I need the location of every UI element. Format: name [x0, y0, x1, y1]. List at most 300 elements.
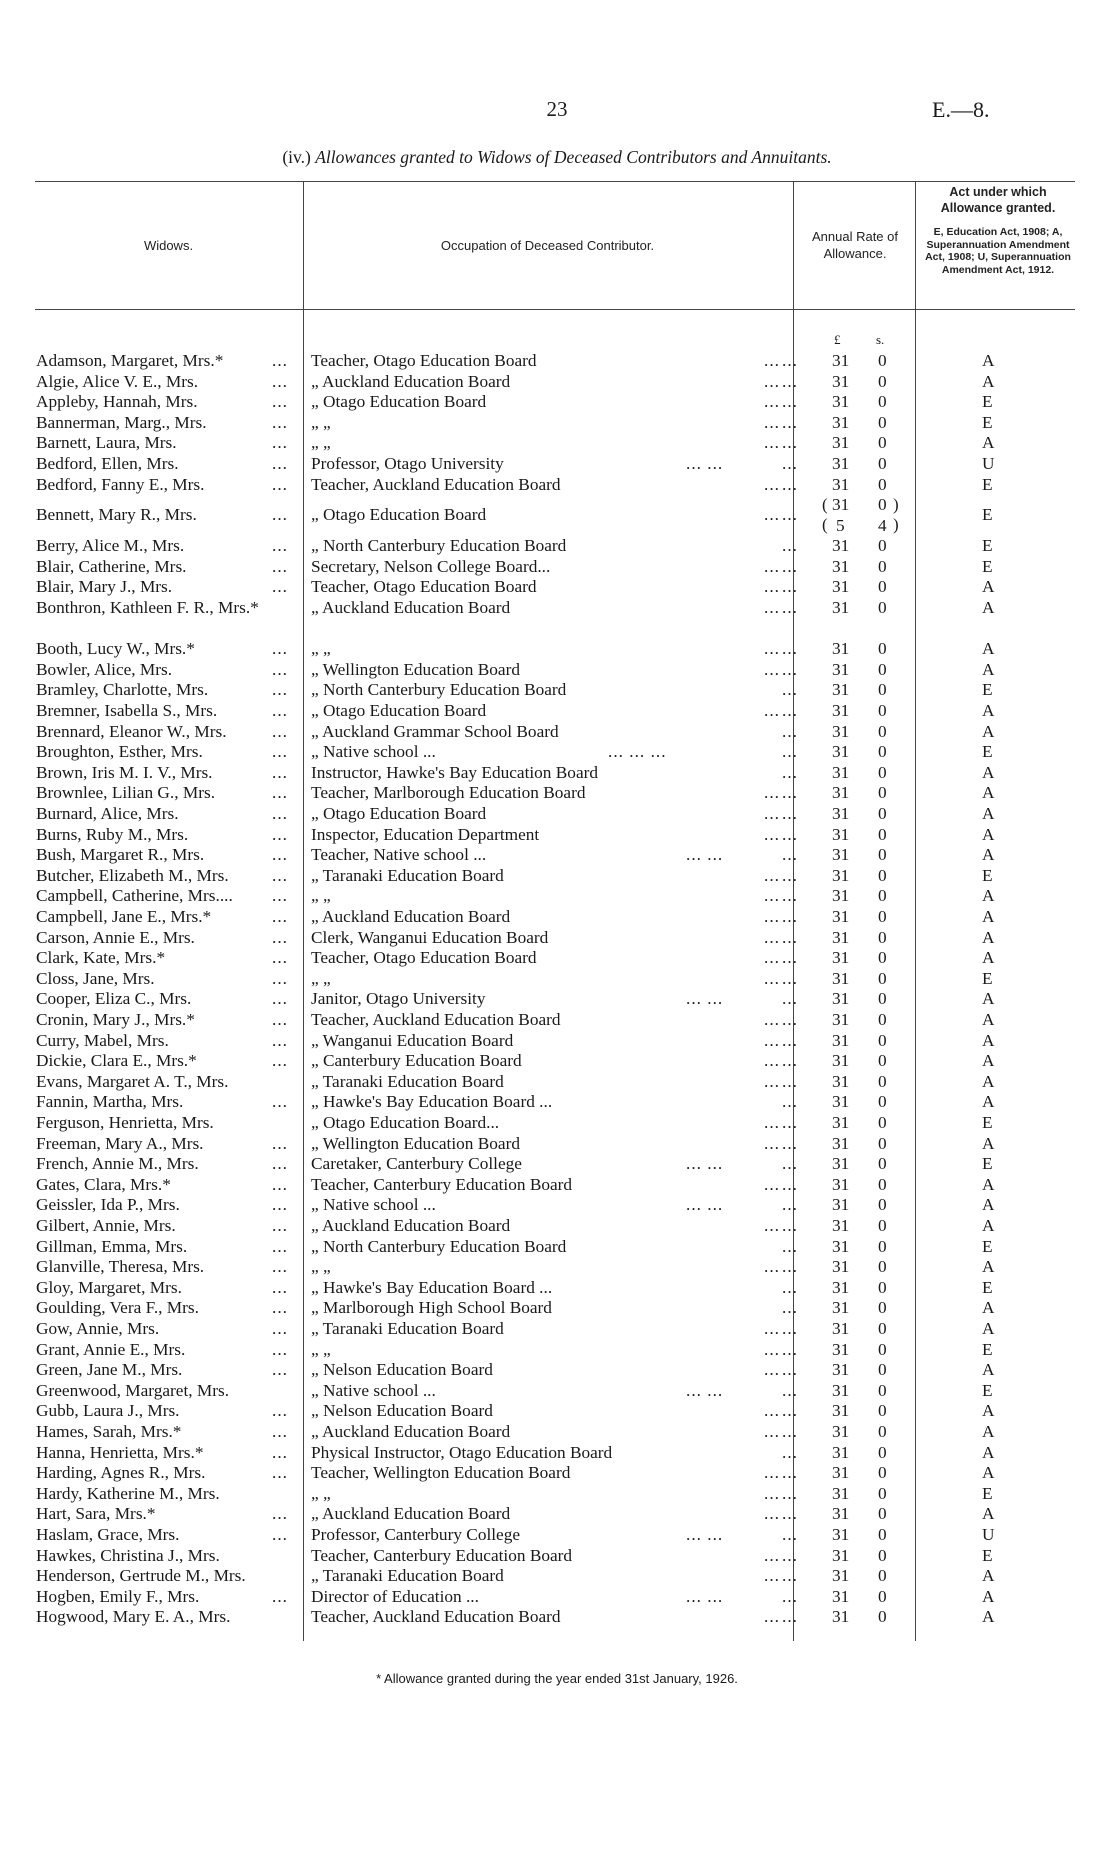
table-title-text: Allowances granted to Widows of Deceased Contributors and Annuitants.: [315, 147, 832, 167]
act-code: E: [982, 1483, 993, 1503]
rate-shillings: 0: [878, 1298, 887, 1318]
widow-name: Carson, Annie E., Mrs.: [36, 927, 195, 947]
leader-dots: ...: [272, 556, 288, 576]
widow-name: Broughton, Esther, Mrs.: [36, 742, 203, 762]
rate-pounds: 31: [832, 1236, 850, 1256]
rate-shillings: 0: [878, 1566, 887, 1586]
rate-pounds: 31: [832, 845, 850, 865]
leader-dots: ...: [782, 1504, 798, 1524]
leader-dots: ...: [782, 1586, 798, 1606]
rate-shillings: 0: [878, 1133, 887, 1153]
rate-shillings: 0: [878, 1463, 887, 1483]
rate-shillings: 0: [878, 536, 887, 556]
occupation: „ Nelson Education Board: [311, 1401, 493, 1421]
table-row: [0, 1443, 1114, 1464]
occupation: „ „: [311, 1257, 331, 1277]
leader-dots: ...: [272, 762, 288, 782]
leader-dots: ...: [764, 804, 780, 823]
rate-shillings: 0: [878, 1586, 887, 1606]
table-row: [0, 1504, 1114, 1525]
widow-name: Barnett, Laura, Mrs.: [36, 433, 177, 453]
occupation: Teacher, Wellington Education Board: [311, 1463, 571, 1483]
occupation: Professor, Otago University: [311, 454, 504, 473]
rate-pounds: 31: [832, 968, 850, 988]
widow-name: Hart, Sara, Mrs.*: [36, 1504, 156, 1524]
act-code: E: [982, 1236, 993, 1256]
table-row: [0, 969, 1114, 990]
table-row: [0, 433, 1114, 454]
leader-dots: ...: [272, 1442, 288, 1462]
leader-dots: ...: [272, 845, 288, 865]
rate-pounds: 31: [832, 495, 850, 515]
rate-shillings: 0: [878, 1257, 887, 1277]
act-code: A: [982, 1092, 995, 1112]
footnote: * Allowance granted during the year ended 31st January, 1926.: [376, 1671, 738, 1686]
rate-pounds: 31: [832, 948, 850, 968]
act-code: A: [982, 907, 995, 926]
rate-shillings: 0: [878, 1380, 887, 1400]
rate-pounds: 31: [832, 454, 850, 473]
rate-pounds: 31: [832, 351, 850, 370]
leader-dots: ...: [272, 804, 288, 823]
rate-shillings: 0: [878, 701, 887, 720]
rate-shillings: 0: [878, 433, 887, 453]
leader-dots: ...: [272, 865, 288, 885]
rate-shillings: 0: [878, 721, 887, 741]
table-header-rule: [35, 309, 1075, 310]
rate-shillings: 0: [878, 742, 887, 762]
occupation: „ Native school ...: [311, 1195, 436, 1215]
leader-dots: ...: [272, 1030, 288, 1050]
act-code: A: [982, 1030, 995, 1050]
widow-name: Evans, Margaret A. T., Mrs.: [36, 1071, 229, 1091]
leader-dots: ...: [272, 1360, 288, 1380]
widow-name: Green, Jane M., Mrs.: [36, 1360, 183, 1380]
rate-pounds: 31: [832, 1442, 850, 1462]
rate-pounds: 31: [832, 412, 850, 432]
rate-shillings: 0: [878, 1422, 887, 1441]
widow-name: Bedford, Fanny E., Mrs.: [36, 474, 205, 494]
table-row: [0, 639, 1114, 660]
rate-shillings: 0: [878, 907, 887, 926]
table-row: [0, 1340, 1114, 1361]
leader-dots: ...: [764, 577, 780, 597]
occupation: „ Native school ...: [311, 742, 436, 762]
rate-pounds: 31: [832, 1174, 850, 1194]
leader-dots: ...: [782, 1174, 798, 1194]
rate-pounds: 31: [832, 701, 850, 720]
leader-dots: ...: [782, 989, 798, 1009]
rate-shillings: 0: [878, 474, 887, 494]
occupation: Clerk, Wanganui Education Board: [311, 927, 549, 947]
occupation: Instructor, Hawke's Bay Education Board: [311, 762, 599, 782]
occupation: Caretaker, Canterbury College: [311, 1154, 522, 1174]
act-code: E: [982, 680, 993, 700]
table-row: [0, 722, 1114, 743]
rate-shillings: 0: [878, 968, 887, 988]
leader-dots: ...: [782, 1463, 798, 1483]
table-row: [0, 1257, 1114, 1278]
leader-dots: ...: [764, 824, 780, 844]
rate-pounds: 31: [832, 536, 850, 556]
leader-dots: ...: [782, 680, 798, 700]
table-row: [0, 1092, 1114, 1113]
widow-name: Gubb, Laura J., Mrs.: [36, 1401, 180, 1421]
rate-pounds: 31: [832, 1380, 850, 1400]
rate-shillings: 0: [878, 1195, 887, 1215]
table-row: [0, 1010, 1114, 1031]
rate-pounds: 31: [832, 1010, 850, 1029]
table-row: [0, 1031, 1114, 1052]
rate-shillings: 0: [878, 1525, 887, 1544]
leader-dots: ...: [782, 1010, 798, 1029]
leader-dots: ...: [272, 505, 288, 525]
leader-dots: ...: [764, 1566, 780, 1586]
leader-dots: ...: [272, 1133, 288, 1153]
rate-pounds: 31: [832, 392, 850, 412]
leader-dots: ...: [764, 1030, 780, 1050]
act-code: A: [982, 1607, 995, 1627]
act-code: A: [982, 1216, 995, 1235]
occupation: Teacher, Canterbury Education Board: [311, 1174, 573, 1194]
table-row: [0, 928, 1114, 949]
leader-dots: ...: [764, 556, 780, 576]
table-row: [0, 1072, 1114, 1093]
occupation: „ Otago Education Board: [311, 701, 487, 720]
left-brace-icon: ( (: [822, 495, 828, 535]
unit-pounds: £: [834, 332, 841, 347]
leader-dots: ...: [782, 948, 798, 968]
rate-pounds: 31: [832, 680, 850, 700]
leader-dots: ...: [764, 1607, 780, 1627]
leader-dots: ...: [782, 968, 798, 988]
act-code: A: [982, 598, 995, 617]
leader-dots: ...: [782, 1360, 798, 1380]
act-code: A: [982, 804, 995, 823]
leader-dots: ...: [272, 1174, 288, 1194]
rate-shillings: 0: [878, 1545, 887, 1565]
rate-pounds: 31: [832, 1298, 850, 1318]
column-header-widows: Widows.: [143, 238, 194, 253]
leader-dots: ...: [764, 639, 780, 659]
leader-dots: ...: [782, 454, 798, 473]
widow-name: Appleby, Hannah, Mrs.: [36, 392, 198, 412]
act-code: A: [982, 639, 995, 659]
leader-dots: ...: [782, 1525, 798, 1544]
rate-pounds: 31: [832, 1092, 850, 1112]
rate-pounds: 31: [832, 1483, 850, 1503]
rate-shillings: 0: [878, 783, 887, 803]
rate-pounds: 31: [832, 1319, 850, 1338]
leader-dots: ...: [782, 886, 798, 906]
rate-pounds: 31: [832, 1360, 850, 1380]
act-code: A: [982, 1051, 995, 1071]
leader-dots: ...: [764, 1257, 780, 1277]
widow-name: Bramley, Charlotte, Mrs.: [36, 680, 209, 700]
widow-name: Booth, Lucy W., Mrs.*: [36, 639, 195, 659]
rate-pounds: 31: [832, 577, 850, 597]
widow-name: Brennard, Eleanor W., Mrs.: [36, 721, 227, 741]
rate-shillings: 0: [878, 454, 887, 473]
rate-shillings: 0: [878, 1092, 887, 1112]
table-row: [0, 825, 1114, 846]
occupation: Director of Education ...: [311, 1586, 479, 1606]
act-code: A: [982, 824, 995, 844]
leader-dots: ...: [764, 1071, 780, 1091]
leader-dots: ...: [782, 556, 798, 576]
table-row: [0, 1175, 1114, 1196]
leader-dots: ...: [272, 1154, 288, 1174]
leader-dots: ...: [782, 1298, 798, 1318]
leader-dots: ...: [782, 659, 798, 679]
table-row: [0, 1360, 1114, 1381]
rate-shillings: 0: [878, 1442, 887, 1462]
occupation: Teacher, Otago Education Board: [311, 577, 537, 597]
table-row: [0, 1134, 1114, 1155]
leader-dots: ...: [782, 371, 798, 391]
table-row: [0, 392, 1114, 413]
widow-name: Greenwood, Margaret, Mrs.: [36, 1380, 230, 1400]
widow-name: Bush, Margaret R., Mrs.: [36, 845, 205, 865]
occupation: „ Canterbury Education Board: [311, 1051, 522, 1071]
leader-dots: ...: [764, 505, 780, 525]
rate-shillings: 0: [878, 1339, 887, 1359]
widow-name: Blair, Catherine, Mrs.: [36, 556, 187, 576]
leader-dots: ...: [782, 1051, 798, 1071]
occupation: „ North Canterbury Education Board: [311, 680, 567, 700]
act-code: A: [982, 1586, 995, 1606]
leader-dots: ...: [782, 1339, 798, 1359]
act-code: A: [982, 989, 995, 1009]
leader-dots: ...: [782, 1380, 798, 1400]
leader-dots: ...: [272, 783, 288, 803]
leader-dots: ...: [272, 659, 288, 679]
leader-dots: ...: [272, 1319, 288, 1338]
rate-shillings: 0: [878, 495, 887, 515]
leader-dots: ...: [782, 433, 798, 453]
rate-shillings: 0: [878, 392, 887, 412]
leader-dots: ...: [764, 1133, 780, 1153]
table-row: [0, 1237, 1114, 1258]
occupation: Teacher, Marlborough Education Board: [311, 783, 586, 803]
table-row: [0, 1566, 1114, 1587]
leader-dots: ...: [782, 762, 798, 782]
occupation: „ „: [311, 412, 331, 432]
column-header-act-legend: E, Education Act, 1908; A, Superannuation Amendment Act, 1908; U, Superannuation Amendment Act, 1912.: [925, 226, 1071, 276]
leader-dots: ...: [272, 351, 288, 370]
leader-dots: ...: [272, 433, 288, 453]
occupation: „ Native school ...: [311, 1380, 436, 1400]
rate-pounds-extra: 5: [836, 515, 845, 535]
occupation: Teacher, Native school ...: [311, 845, 487, 865]
leader-dots: ...: [764, 907, 780, 926]
leader-dots: ...: [272, 968, 288, 988]
leader-dots: ...: [782, 701, 798, 720]
occupation: Inspector, Education Department: [311, 824, 540, 844]
table-row: [0, 413, 1114, 434]
leader-dots: ...: [782, 927, 798, 947]
rate-shillings: 0: [878, 1504, 887, 1524]
leader-dots: ...: [764, 433, 780, 453]
leader-dots: ...: [272, 577, 288, 597]
leader-dots: ...: [782, 1236, 798, 1256]
rate-pounds: 31: [832, 1504, 850, 1524]
leader-dots: ...: [782, 1422, 798, 1441]
act-code: U: [982, 1525, 995, 1544]
widow-name: Campbell, Catherine, Mrs....: [36, 886, 233, 906]
leader-dots: ...: [272, 1051, 288, 1071]
rate-pounds: 31: [832, 989, 850, 1009]
leader-dots: ...: [272, 886, 288, 906]
widow-name: Blair, Mary J., Mrs.: [36, 577, 173, 597]
widow-name: Brownlee, Lilian G., Mrs.: [36, 783, 216, 803]
act-code: A: [982, 1463, 995, 1483]
rate-shillings: 0: [878, 577, 887, 597]
widow-name: Hames, Sarah, Mrs.*: [36, 1422, 182, 1441]
widow-name: Cronin, Mary J., Mrs.*: [36, 1010, 195, 1029]
rate-shillings: 0: [878, 1236, 887, 1256]
widow-name: Berry, Alice M., Mrs.: [36, 536, 185, 556]
widow-name: Goulding, Vera F., Mrs.: [36, 1298, 199, 1318]
act-code: U: [982, 454, 995, 473]
rate-pounds: 31: [832, 865, 850, 885]
leader-dots: ...: [782, 536, 798, 556]
widow-name: Bonthron, Kathleen F. R., Mrs.*: [36, 598, 259, 617]
rate-shillings: 0: [878, 1113, 887, 1132]
table-row: [0, 598, 1114, 639]
act-code: E: [982, 1277, 993, 1297]
table-row: [0, 907, 1114, 928]
rate-shillings: 0: [878, 1277, 887, 1297]
table-row: [0, 804, 1114, 825]
act-code: E: [982, 742, 993, 762]
table-title-number: (iv.): [282, 147, 311, 167]
rate-pounds: 31: [832, 1051, 850, 1071]
rate-pounds: 31: [832, 927, 850, 947]
leader-dots: ...: [764, 865, 780, 885]
occupation: „ Taranaki Education Board: [311, 865, 504, 885]
table-row: [0, 1113, 1114, 1134]
table-row: [0, 680, 1114, 701]
widow-name: Dickie, Clara E., Mrs.*: [36, 1051, 197, 1071]
leader-dots: ...: [272, 371, 288, 391]
page-number: 23: [546, 97, 568, 121]
rate-shillings: 0: [878, 1216, 887, 1235]
occupation: Teacher, Canterbury Education Board: [311, 1545, 573, 1565]
unit-shillings: s.: [876, 332, 885, 347]
rate-pounds: 31: [832, 371, 850, 391]
act-code: A: [982, 783, 995, 803]
widow-name: Hogben, Emily F., Mrs.: [36, 1586, 200, 1606]
widow-name: Burns, Ruby M., Mrs.: [36, 824, 189, 844]
act-code: A: [982, 1133, 995, 1153]
leader-dots: ...: [272, 1401, 288, 1421]
table-row: [0, 1546, 1114, 1567]
leader-dots: ...: [272, 1195, 288, 1215]
act-code: A: [982, 1360, 995, 1380]
leader-dots: ...: [764, 783, 780, 803]
occupation: Teacher, Otago Education Board: [311, 351, 537, 370]
rate-pounds: 31: [832, 1566, 850, 1586]
leader-dots: ... ...: [686, 1525, 724, 1544]
rate-pounds: 31: [832, 762, 850, 782]
table-row: [0, 948, 1114, 969]
leader-dots: ...: [272, 1092, 288, 1112]
widow-name: Brown, Iris M. I. V., Mrs.: [36, 762, 213, 782]
leader-dots: ...: [782, 1216, 798, 1235]
occupation: „ Taranaki Education Board: [311, 1071, 504, 1091]
act-code: E: [982, 556, 993, 576]
leader-dots: ...: [782, 1195, 798, 1215]
act-code: E: [982, 865, 993, 885]
leader-dots: ...: [782, 1401, 798, 1421]
table-row: [0, 351, 1114, 372]
leader-dots: ...: [764, 1216, 780, 1235]
occupation: „ Auckland Education Board: [311, 1504, 511, 1524]
rate-shillings: 0: [878, 1154, 887, 1174]
column-header-occupation: Occupation of Deceased Contributor.: [440, 238, 655, 253]
occupation: „ Hawke's Bay Education Board ...: [311, 1092, 553, 1112]
act-code: A: [982, 886, 995, 906]
leader-dots: ...: [782, 742, 798, 762]
occupation: „ Auckland Education Board: [311, 598, 511, 617]
rate-pounds: 31: [832, 1586, 850, 1606]
widow-name: Bremner, Isabella S., Mrs.: [36, 701, 218, 720]
rate-shillings: 0: [878, 824, 887, 844]
table-row: [0, 660, 1114, 681]
leader-dots: ...: [782, 577, 798, 597]
rate-shillings: 0: [878, 412, 887, 432]
act-code: A: [982, 1195, 995, 1215]
widow-name: Bennett, Mary R., Mrs.: [36, 505, 197, 525]
leader-dots: ...: [782, 1545, 798, 1565]
widow-name: Butcher, Elizabeth M., Mrs.: [36, 865, 229, 885]
leader-dots: ...: [272, 1236, 288, 1256]
table-row: [0, 1607, 1114, 1628]
leader-dots: ...: [272, 474, 288, 494]
rate-pounds: 31: [832, 804, 850, 823]
rate-pounds: 31: [832, 742, 850, 762]
act-code: A: [982, 659, 995, 679]
leader-dots: ... ...: [686, 454, 724, 473]
table-row: [0, 886, 1114, 907]
table-row: [0, 1154, 1114, 1175]
leader-dots: ...: [782, 505, 798, 525]
act-code: A: [982, 1257, 995, 1277]
occupation: „ Wellington Education Board: [311, 659, 520, 679]
act-code: A: [982, 948, 995, 968]
occupation: Teacher, Otago Education Board: [311, 948, 537, 968]
leader-dots: ...: [782, 1071, 798, 1091]
occupation: „ Auckland Education Board: [311, 907, 511, 926]
act-code: A: [982, 433, 995, 453]
table-top-rule: [35, 181, 1075, 182]
table-row: [0, 536, 1114, 557]
act-code: E: [982, 412, 993, 432]
rate-pounds: 31: [832, 1257, 850, 1277]
act-code: A: [982, 577, 995, 597]
rate-pounds: 31: [832, 1133, 850, 1153]
table-row: [0, 1422, 1114, 1443]
table-title: [0, 147, 1114, 168]
leader-dots: ...: [272, 948, 288, 968]
leader-dots: ...: [272, 1504, 288, 1524]
leader-dots: ...: [272, 536, 288, 556]
leader-dots: ...: [764, 1010, 780, 1029]
widow-name: Harding, Agnes R., Mrs.: [36, 1463, 206, 1483]
leader-dots: ...: [272, 1216, 288, 1235]
table-row: [0, 557, 1114, 578]
